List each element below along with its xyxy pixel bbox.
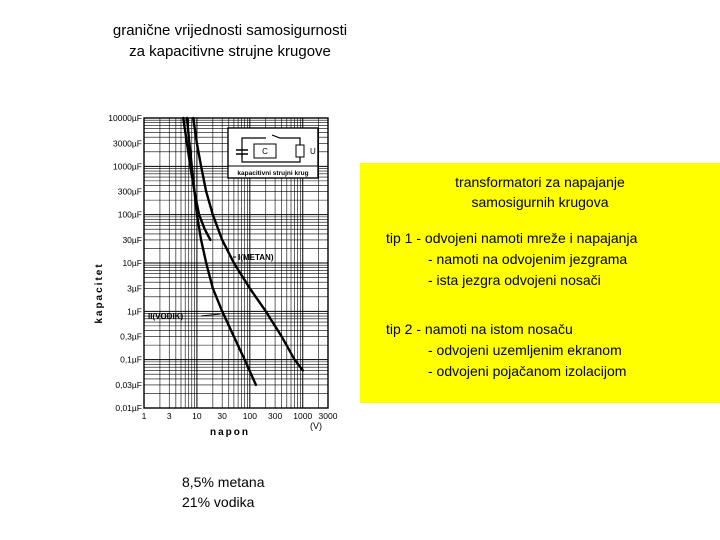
series-label-vodik: II(VODIK) [148, 312, 184, 322]
x-tick-label: 300 [267, 411, 283, 421]
y-tick-label: 3000µF [113, 138, 142, 149]
y-tick-label: 3µF [127, 283, 142, 294]
type1-line: - namoti na odvojenim jezgrama [428, 251, 628, 267]
info-heading-line-2: samosigurnih krugova [471, 194, 609, 210]
x-tick-label: 3000 [318, 411, 338, 421]
x-tick-labels [142, 411, 338, 421]
gas-note [182, 472, 265, 512]
type1-line: tip 1 - odvojeni namoti mreže i napajanja [386, 230, 638, 246]
y-axis-label: kapacitet [94, 262, 105, 324]
info-box-heading [360, 172, 720, 212]
x-tick-label: 100 [242, 411, 257, 421]
inset-u-label: U [310, 147, 316, 156]
type2-list [386, 319, 626, 382]
note-line-2: 21% vodika [182, 494, 255, 510]
transformer-info-box [360, 163, 720, 403]
inset-source [296, 145, 304, 157]
y-tick-label: 1µF [127, 306, 142, 317]
y-tick-label: 10000µF [108, 113, 142, 123]
y-tick-labels [108, 113, 142, 413]
x-tick-label: 1 [141, 411, 147, 421]
y-tick-label: 30µF [122, 234, 142, 245]
inset-caption: kapacitivni strujni krug [237, 170, 309, 177]
type2-line: - odvojeni pojačanom izolacijom [428, 363, 627, 379]
circuit-inset [228, 128, 318, 178]
y-tick-label: 1000µF [113, 161, 142, 172]
y-tick-label: 0,1µF [120, 354, 142, 365]
type2-line: tip 2 - namoti na istom nosaču [386, 321, 573, 337]
title-line-2: za kapacitivne strujne krugove [129, 43, 331, 60]
x-tick-label: 30 [217, 411, 227, 421]
note-line-1: 8,5% metana [182, 474, 265, 490]
title-line-1: granične vrijednosti samosigurnosti [112, 22, 348, 39]
y-tick-label: 0,3µF [120, 331, 142, 342]
y-tick-label: 0,01µF [115, 403, 142, 413]
info-heading-line-1: transformatori za napajanje [455, 174, 625, 190]
type1-line: - ista jezgra odvojeni nosači [428, 272, 601, 288]
series-label-metan: I(METAN) [238, 253, 274, 262]
slide-title [60, 20, 400, 62]
x-tick-label: 10 [192, 411, 202, 421]
x-tick-label: 3 [166, 411, 172, 421]
x-tick-label: 1000 [293, 411, 313, 421]
y-tick-label: 100µF [117, 209, 142, 220]
x-axis-label: napon [210, 427, 250, 438]
x-axis-unit: (V) [310, 421, 322, 431]
inset-c-label: C [262, 147, 268, 156]
type2-line: - odvojeni uzemljenim ekranom [428, 342, 622, 358]
y-tick-label: 300µF [117, 186, 142, 197]
y-tick-label: 0,03µF [115, 379, 142, 390]
capacitance-voltage-chart [92, 108, 342, 440]
type1-list [386, 228, 637, 291]
y-tick-label: 10µF [122, 258, 142, 268]
